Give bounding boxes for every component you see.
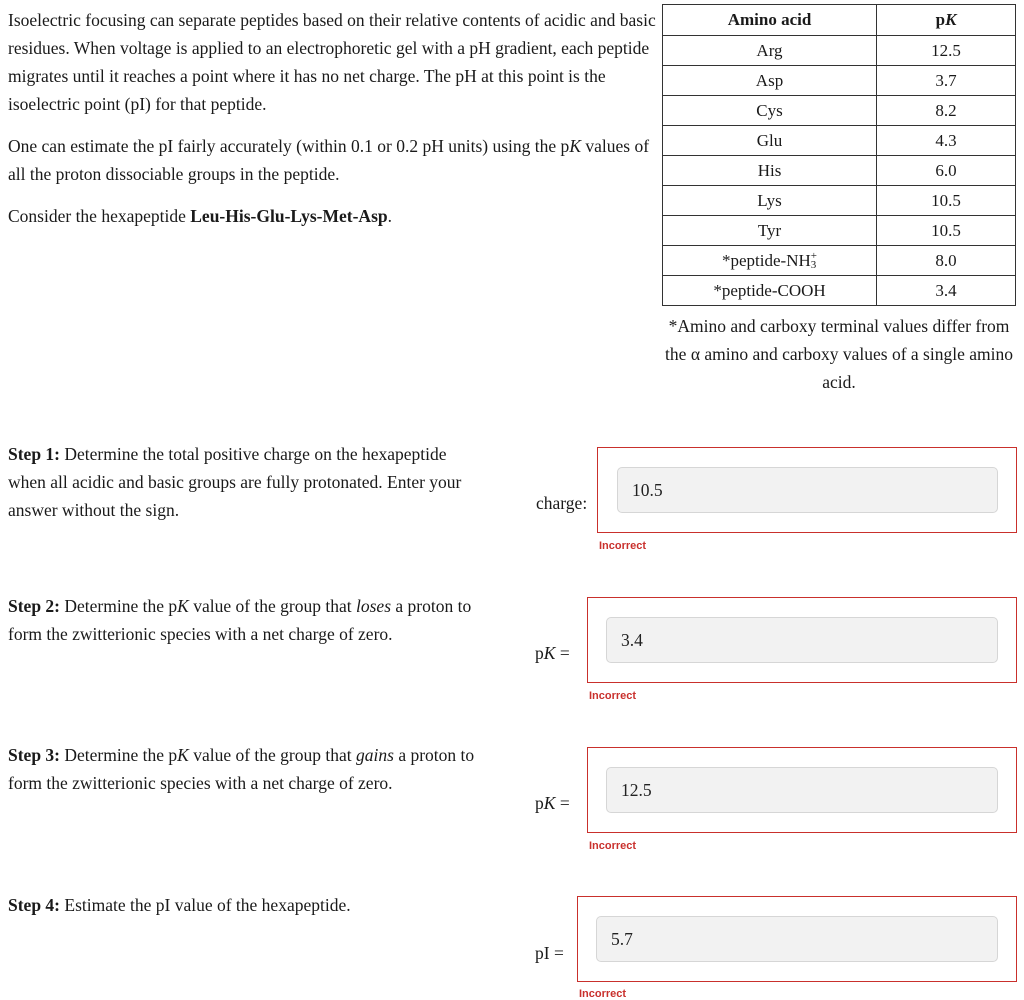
table-footnote: *Amino and carboxy terminal values differ from the α amino and carboxy values of a single amino acid.: [665, 316, 1013, 392]
pk-label-step-3: pK =: [535, 793, 570, 813]
intro-paragraph-2: One can estimate the pI fairly accurately (within 0.1 or 0.2 pH units) using the pK values of all the proton dissociable groups in the peptide.: [8, 136, 650, 184]
table-row: Tyr 10.5: [663, 216, 1016, 246]
step-2-feedback: Incorrect: [589, 690, 637, 702]
step-2-prompt: Step 2: Determine the pK value of the group that loses a proton to form the zwitterionic species with a net charge of zero.: [8, 596, 472, 644]
pk-loses-input[interactable]: 3.4: [606, 617, 998, 663]
table-row-cooh: *peptide-COOH 3.4: [663, 276, 1016, 306]
pk-label-step-2: pK =: [535, 643, 570, 663]
intro-text: [8, 6, 658, 244]
intro-paragraph-3: Consider the hexapeptide Leu-His-Glu-Lys-Met-Asp.: [8, 206, 392, 226]
step-1-feedback: Incorrect: [599, 540, 647, 552]
table-row: Arg 12.5: [663, 36, 1016, 66]
pi-label: pI =: [535, 943, 564, 963]
pk-table: [662, 4, 1016, 306]
table-header-row: [663, 5, 1016, 36]
table-row: Glu 4.3: [663, 126, 1016, 156]
table-row: Asp 3.7: [663, 66, 1016, 96]
step-4-feedback: Incorrect: [579, 988, 627, 1000]
step-3-feedback: Incorrect: [589, 840, 637, 852]
header-pk: pK: [877, 5, 1016, 36]
charge-input[interactable]: 10.5: [617, 467, 998, 513]
charge-label: charge:: [536, 493, 588, 513]
pk-gains-input[interactable]: 12.5: [606, 767, 998, 813]
table-row: Lys 10.5: [663, 186, 1016, 216]
header-amino-acid: Amino acid: [663, 5, 877, 36]
step-1-prompt: Step 1: Determine the total positive charge on the hexapeptide when all acidic and basic groups are fully protonated. Enter your answer without the sign.: [8, 444, 462, 520]
table-row: His 6.0: [663, 156, 1016, 186]
table-row: Cys 8.2: [663, 96, 1016, 126]
table-row-nh3: *peptide-NH + 3 8.0: [663, 246, 1016, 276]
step-4-prompt: Step 4: Estimate the pI value of the hexapeptide.: [8, 895, 351, 915]
intro-paragraph-1: Isoelectric focusing can separate peptides based on their relative contents of acidic and basic residues. When voltage is applied to an electrophoretic gel with a pH gradient, each peptide migrates until it reaches a point where it has no net charge. The pH at this point is the isoelectric point (pI) for that peptide.: [8, 10, 656, 114]
step-3-prompt: Step 3: Determine the pK value of the group that gains a proton to form the zwitterionic species with a net charge of zero.: [8, 745, 475, 793]
pi-input[interactable]: 5.7: [596, 916, 998, 962]
peptide-sequence: Leu-His-Glu-Lys-Met-Asp: [190, 206, 388, 226]
